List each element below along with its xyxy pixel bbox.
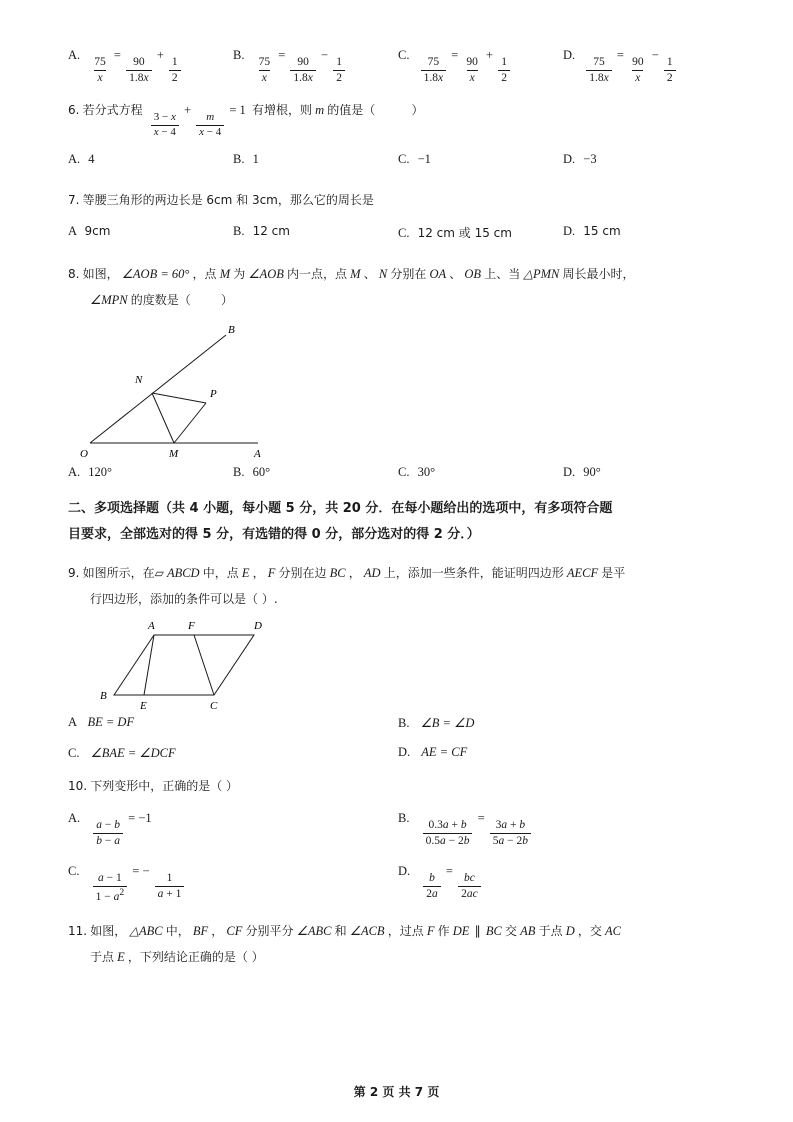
q11-seg-bf: BF	[192, 924, 209, 939]
q11-text-k: ，交	[577, 924, 602, 939]
q5-option-a[interactable]	[68, 48, 233, 85]
q7-option-d-value: 15 cm	[583, 224, 621, 239]
q10-option-c-expr: $\frac{a - 1}{1 - a^2}$ = − $\frac{1}{a + 1}$	[91, 864, 187, 878]
q9-option-d[interactable]	[398, 745, 728, 761]
q7-options-row	[68, 224, 728, 241]
q7-option-c-value: 12 cm 或 15 cm	[417, 226, 512, 241]
q11-number: 11.	[68, 924, 88, 939]
q7-text: 等腰三角形的两边长是 6cm 和 3cm，那么它的周长是	[82, 192, 374, 207]
q11-angle-abc: ∠ABC	[296, 924, 332, 939]
q5-option-b[interactable]	[233, 48, 398, 85]
footer-prefix: 第	[353, 1085, 366, 1099]
q9-point-f: F	[267, 565, 276, 580]
q9-point-e: E	[241, 565, 250, 580]
q6-option-a-label: A.	[68, 151, 81, 166]
footer-page-number: 2	[369, 1085, 379, 1099]
q9-seg-bc: BC	[329, 565, 346, 580]
q9-seg-ad: AD	[363, 565, 381, 580]
q8-point-n: N	[378, 267, 388, 282]
q10-number: 10.	[68, 779, 88, 794]
q11-text-l: 于点	[90, 949, 115, 964]
q5-option-c-expr: $\frac{75}{1.8x}$ = $\frac{90}{x}$ + $\frac{1}{2}$	[419, 48, 512, 62]
question-11-stem-line2	[90, 946, 728, 970]
q7-option-a[interactable]	[68, 224, 233, 241]
q8-option-b-label: B.	[233, 464, 245, 479]
question-9-stem-line1	[68, 562, 728, 586]
q8-option-c[interactable]	[398, 465, 563, 480]
q5-option-a-label: A.	[68, 48, 81, 62]
q5-option-b-label: B.	[233, 48, 245, 62]
q8-seg-oa: OA	[429, 267, 447, 282]
q11-text-a: 如图，	[90, 924, 127, 939]
q9-text-e: ，	[348, 565, 361, 580]
q11-text-c: ，	[211, 924, 224, 939]
q11-point-e: E	[117, 949, 125, 964]
q9-option-a-value: BE = DF	[87, 715, 135, 730]
q10-option-d[interactable]	[398, 864, 728, 904]
page-footer	[0, 1083, 793, 1100]
question-8-stem-line2	[90, 289, 728, 313]
q9-text-a: 如图所示，在▱	[82, 565, 164, 580]
section-2-heading-line1: 二、多项选择题（共 4 小题，每小题 5 分，共 20 分．在每小题给出的选项中，有多项符合题	[68, 500, 613, 516]
q8-tri-pmn: △PMN	[523, 267, 560, 282]
question-11-stem-line1	[68, 920, 728, 944]
q11-text-e: 和	[334, 924, 347, 939]
question-9-figure	[98, 619, 728, 711]
q6-option-b-label: B.	[233, 151, 245, 166]
q8-label-A: A	[254, 447, 261, 460]
question-8-figure	[78, 321, 728, 461]
q10-option-a-expr: $\frac{a - b}{b - a}$ = −1	[91, 811, 151, 825]
q11-text-f: ，过点	[387, 924, 424, 939]
q7-option-b[interactable]	[233, 224, 398, 241]
q10-option-b[interactable]	[398, 811, 728, 848]
q11-text-j: 于点	[538, 924, 563, 939]
q9-label-B: B	[100, 690, 107, 703]
q8-figure-svg	[78, 321, 338, 461]
q6-var: m	[315, 103, 325, 118]
q8-text-j: 的度数是（	[130, 293, 191, 308]
q5-options-row	[68, 48, 728, 85]
q9-label-A: A	[148, 620, 155, 633]
footer-mid: 页 共	[382, 1085, 411, 1099]
q9-text-d: 分别在边	[278, 565, 327, 580]
q11-text-d: 分别平分	[245, 924, 294, 939]
q11-seg-de: DE	[452, 924, 470, 939]
q6-text-c: 的值是（	[327, 103, 376, 118]
q6-options-row	[68, 152, 728, 167]
q6-option-d-value: −3	[583, 151, 597, 166]
q8-text-i: 周长最小时，	[562, 267, 635, 282]
q7-number: 7.	[68, 192, 80, 207]
q9-label-F: F	[188, 620, 195, 633]
q11-tri-abc: △ABC	[129, 924, 163, 939]
q9-figure-svg	[98, 619, 318, 711]
q11-angle-acb: ∠ACB	[349, 924, 385, 939]
q10-option-d-expr: $\frac{b}{2a}$ = $\frac{bc}{2ac}$	[421, 864, 482, 878]
q8-option-c-value: 30°	[417, 464, 436, 479]
q8-text-f: 分别在	[390, 267, 427, 282]
q6-option-b-value: 1	[252, 151, 259, 166]
question-8-stem-line1	[68, 263, 728, 287]
q9-abcd: ABCD	[166, 565, 200, 580]
q8-text-e: 、	[363, 267, 376, 282]
question-6-stem	[68, 99, 728, 140]
q8-option-c-label: C.	[398, 464, 410, 479]
page-content	[68, 40, 728, 970]
q6-option-d-label: D.	[563, 151, 576, 166]
q8-point-m2: M	[350, 267, 361, 282]
q5-option-d[interactable]	[563, 48, 728, 85]
q7-option-b-value: 12 cm	[252, 224, 290, 239]
q8-text-k: ）	[220, 293, 233, 308]
q9-option-c[interactable]	[68, 745, 398, 761]
q9-option-a[interactable]	[68, 715, 398, 731]
q7-option-a-label: A	[68, 224, 77, 239]
q6-option-d[interactable]	[563, 152, 728, 167]
q9-option-b-value: ∠B = ∠D	[420, 716, 475, 731]
q7-option-a-value: 9cm	[84, 224, 111, 239]
q7-option-d-label: D.	[563, 224, 576, 239]
q11-seg-bc: BC	[485, 924, 502, 939]
q8-text-g: 、	[449, 267, 462, 282]
q11-point-d: D	[565, 924, 575, 939]
q6-option-c[interactable]	[398, 152, 563, 167]
q9-label-D: D	[254, 620, 262, 633]
q7-option-b-label: B.	[233, 224, 245, 239]
q9-option-c-label: C.	[68, 746, 80, 761]
q8-label-P: P	[210, 387, 217, 400]
q9-label-C: C	[210, 700, 218, 712]
q11-seg-cf: CF	[226, 924, 243, 939]
q9-quad-aecf: AECF	[566, 565, 599, 580]
q8-label-O: O	[80, 447, 88, 460]
q10-options-row-2	[68, 864, 728, 904]
q11-text-m: ，下列结论正确的是（ ）	[127, 949, 264, 964]
q9-option-a-label: A	[68, 715, 77, 730]
q9-text-h: 行四边形，添加的条件可以是（ ）.	[90, 591, 278, 606]
q6-option-b[interactable]	[233, 152, 398, 167]
q6-option-a-value: 4	[88, 151, 95, 166]
q11-parallel-symbol: ∥	[474, 924, 481, 939]
question-7-stem	[68, 189, 728, 213]
q6-text-d: ）	[411, 103, 424, 118]
q10-option-d-label: D.	[398, 864, 411, 879]
q9-text-f: 上，添加一些条件，能证明四边形	[383, 565, 564, 580]
q6-number: 6.	[68, 103, 80, 118]
q10-text: 下列变形中，正确的是（ ）	[90, 779, 239, 794]
q6-option-c-value: −1	[417, 151, 431, 166]
q9-label-E: E	[140, 700, 147, 712]
q10-option-a[interactable]	[68, 811, 398, 848]
q10-option-c-label: C.	[68, 864, 80, 879]
q8-number: 8.	[68, 267, 80, 282]
q9-options-row-2	[68, 745, 728, 761]
q9-text-c: ，	[252, 565, 265, 580]
q9-text-b: 中，点	[202, 565, 239, 580]
question-9-stem-line2	[90, 588, 728, 612]
q8-label-M: M	[169, 447, 179, 460]
q11-text-i: 交	[505, 924, 518, 939]
q8-option-b-value: 60°	[252, 464, 271, 479]
q11-seg-ac: AC	[605, 924, 621, 939]
q8-seg-ob: OB	[464, 267, 482, 282]
q8-text-a: 如图，	[82, 267, 119, 282]
q10-options-row-1	[68, 811, 728, 848]
q9-text-g: 是平	[601, 565, 626, 580]
q11-text-b: 中，	[165, 924, 190, 939]
q8-label-N: N	[135, 373, 143, 386]
q10-option-b-label: B.	[398, 811, 410, 826]
q9-option-c-value: ∠BAE = ∠DCF	[90, 746, 176, 761]
q9-option-d-value: AE = CF	[421, 745, 468, 760]
q8-option-a-label: A.	[68, 464, 81, 479]
q5-option-b-expr: $\frac{75}{x}$ = $\frac{90}{1.8x}$ − $\frac{1}{2}$	[254, 48, 347, 62]
q8-angle-aob2: ∠AOB	[248, 267, 284, 282]
q8-text-c: 为	[233, 267, 246, 282]
q10-option-c[interactable]	[68, 864, 398, 904]
q9-option-d-label: D.	[398, 745, 411, 760]
q8-options-row	[68, 465, 728, 480]
q5-option-c-label: C.	[398, 48, 410, 62]
q11-point-f: F	[426, 924, 435, 939]
q9-number: 9.	[68, 565, 80, 580]
q9-option-b[interactable]	[398, 715, 728, 731]
q8-angle-mpn: ∠MPN	[90, 293, 128, 308]
q5-option-c[interactable]	[398, 48, 563, 85]
q6-text-a: 若分式方程	[82, 103, 143, 118]
q5-option-a-expr: $\frac{75}{x}$ = $\frac{90}{1.8x}$ + $\frac{1}{2}$	[89, 48, 182, 62]
q9-options-row-1	[68, 715, 728, 731]
q5-option-d-label: D.	[563, 48, 576, 62]
q7-option-d[interactable]	[563, 224, 728, 241]
section-2-heading-line2: 目要求，全部选对的得 5 分，有选错的得 0 分，部分选对的得 2 分．）	[68, 526, 480, 542]
footer-suffix: 页	[427, 1085, 440, 1099]
q8-text-b: ，点	[192, 267, 217, 282]
q7-option-c[interactable]	[398, 224, 563, 241]
q8-option-a-value: 120°	[88, 464, 113, 479]
q8-option-d-label: D.	[563, 464, 576, 479]
q8-text-h: 上、当	[484, 267, 521, 282]
q8-option-d-value: 90°	[583, 464, 601, 479]
q8-option-d[interactable]	[563, 465, 728, 480]
q6-option-c-label: C.	[398, 151, 410, 166]
q5-option-d-expr: $\frac{75}{1.8x}$ = $\frac{90}{x}$ − $\frac{1}{2}$	[584, 48, 677, 62]
q10-option-a-label: A.	[68, 811, 81, 826]
q8-option-a[interactable]	[68, 465, 233, 480]
q9-option-b-label: B.	[398, 716, 410, 731]
q6-option-a[interactable]	[68, 152, 233, 167]
q8-angle-aob: ∠AOB = 60°	[121, 267, 190, 282]
q6-text-b: 有增根，则	[251, 103, 312, 118]
q8-label-B: B	[228, 323, 235, 336]
footer-total-pages: 7	[414, 1085, 424, 1099]
q11-seg-ab: AB	[520, 924, 536, 939]
question-10-stem	[68, 775, 728, 799]
q10-option-b-expr: $\frac{0.3a + b}{0.5a - 2b}$ = $\frac{3a + b}{5a - 2b}$	[421, 811, 533, 825]
q8-point-m1: M	[219, 267, 231, 282]
q7-option-c-label: C.	[398, 226, 410, 241]
q11-text-g: 作	[437, 924, 450, 939]
q6-expression: $\frac{3 - x}{x - 4}$ + $\frac{m}{x - 4}$ = 1	[149, 103, 249, 117]
q8-option-b[interactable]	[233, 465, 398, 480]
q8-text-d: 内一点，点	[287, 267, 348, 282]
